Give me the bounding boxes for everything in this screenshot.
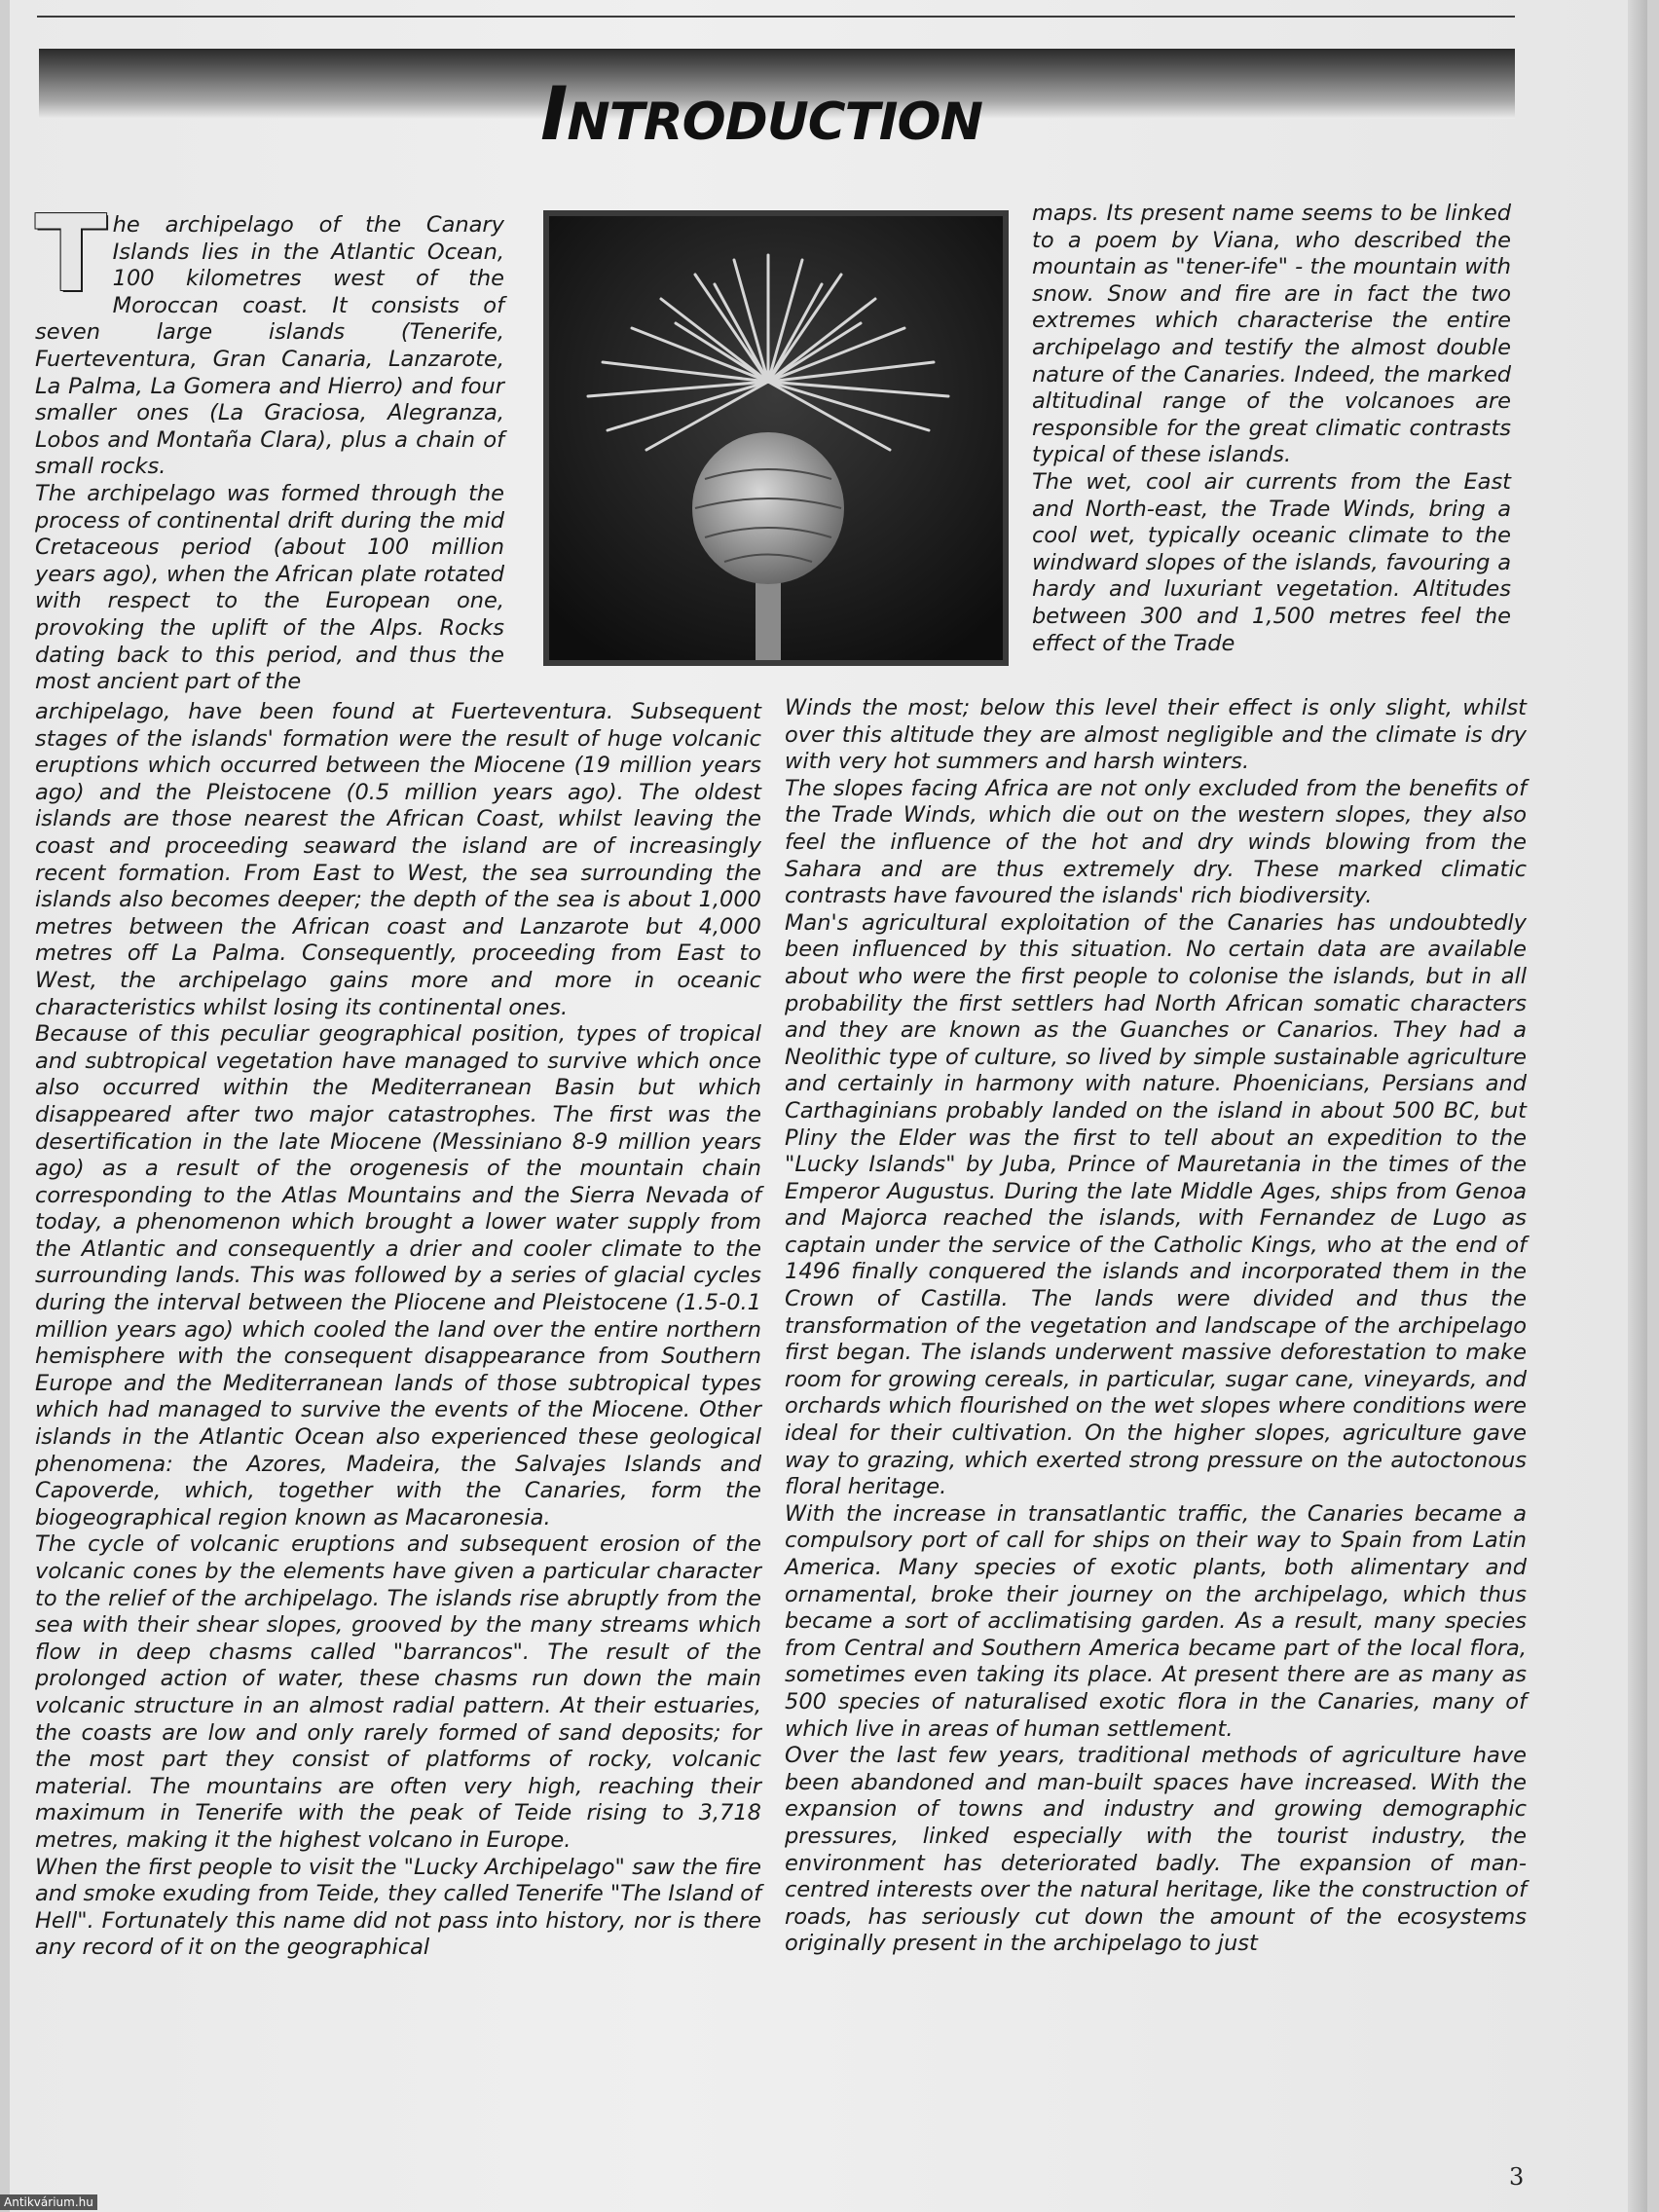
intro-column-top <box>35 194 504 696</box>
paragraph: The archipelago was formed through the process of continental drift during the mid Cretaceous period (about 100 million years ago), when the African plate rotated with respect to the European one, provoking the uplift of the Alps. Rocks dating back to this period, and thus the most ancient part of the <box>35 480 504 695</box>
paragraph: Winds the most; below this level their effect is only slight, whilst over this altitude they are almost negligible and the climate is dry with very hot summers and harsh winters. <box>785 695 1527 775</box>
top-rule <box>37 16 1515 18</box>
drop-cap: T <box>35 194 107 315</box>
paragraph: The wet, cool air currents from the East and North-east, the Trade Winds, bring a cool wet, typically oceanic climate to the windward slopes of the islands, favouring a hardy and luxuriant vegetation. Altitudes between 300 and 1,500 metres feel the effect of the Trade <box>1032 468 1511 656</box>
paragraph: The cycle of volcanic eruptions and subsequent erosion of the volcanic cones by the elements have given a particular character to the relief of the archipelago. The islands rise abruptly from the sea with their shear slopes, grooved by the many streams which flow in deep chasms called "barrancos". The result of the prolonged action of water, these chasms run down the main volcanic structure in an almost radial pattern. At their estuaries, the coasts are low and only rarely formed of sand deposits; for the most part they consist of platforms of rocky, volcanic material. The mountains are often very high, reaching their maximum in Tenerife with the peak of Teide rising to 3,718 metres, making it the highest volcano in Europe. <box>35 1531 761 1853</box>
book-page <box>10 0 1647 2212</box>
page-edge <box>1628 0 1647 2212</box>
watermark: Antikvárium.hu <box>0 2194 97 2210</box>
paragraph: archipelago, have been found at Fuerteventura. Subsequent stages of the islands' formation were the result of huge volcanic eruptions which occurred between the Miocene (19 million years ago) and the Pleistocene (0.5 million years ago). The oldest islands are those nearest the African Coast, whilst leaving the coast and proceeding seaward the island are of increasingly recent formation. From East to West, the sea surrounding the islands also becomes deeper; the depth of the sea is about 1,000 metres between the African coast and Lanzarote but 4,000 metres off La Palma. Consequently, proceeding from East to West, the archipelago gains more and more in oceanic characteristics whilst losing its continental ones. <box>35 699 761 1020</box>
right-column <box>785 695 1527 1958</box>
paragraph: maps. Its present name seems to be linked to a poem by Viana, who described the mountain as "tener-ife" - the mountain with snow. Snow and fire are in fact the two extremes which characterise the entire archipelago and testify the almost double nature of the Canaries. Indeed, the marked altitudinal range of the volcanoes are responsible for the great climatic contrasts typical of these islands. <box>1032 201 1511 468</box>
paragraph: Over the last few years, traditional methods of agriculture have been abandoned and man-built spaces have increased. With the expansion of towns and industry and growing demographic pressures, linked especially with the tourist industry, the environment has deteriorated badly. The expansion of man-centred interests over the natural heritage, like the construction of roads, has seriously cut down the amount of the ecosystems originally present in the archipelago to just <box>785 1743 1527 1957</box>
paragraph: The slopes facing Africa are not only excluded from the benefits of the Trade Winds, which die out on the western slopes, they also feel the influence of the hot and dry winds blowing from the Sahara and are thus extremely dry. These marked climatic contrasts have favoured the islands' rich biodiversity. <box>785 775 1527 909</box>
left-column <box>35 699 761 1962</box>
paragraph: When the first people to visit the "Lucky Archipelago" saw the fire and smoke exuding from Teide, they called Tenerife "The Island of Hell". Fortunately this name did not pass into history, nor is there any record of it on the geographical <box>35 1854 761 1961</box>
right-column-top <box>1032 201 1511 657</box>
paragraph: Because of this peculiar geographical position, types of tropical and subtropical vegetation have managed to survive which once also occurred within the Mediterranean Basin but which disappeared after two major catastrophes. The first was the desertification in the late Miocene (Messiniano 8-9 million years ago) as a result of the orogenesis of the mountain chain corresponding to the Atlas Mountains and the Sierra Nevada of today, a phenomenon which brought a lower water supply from the Atlantic and consequently a drier and cooler climate to the surrounding lands. This was followed by a series of glacial cycles during the interval between the Pliocene and Pleistocene (1.5-0.1 million years ago) which cooled the land over the entire northern hemisphere with the consequent disappearance from Southern Europe and the Mediterranean lands of those subtropical types which had managed to survive the events of the Miocene. Other islands in the Atlantic Ocean also experienced these geological phenomena: the Azores, Madeira, the Salvajes Islands and Capoverde, which, together with the Canaries, form the biogeographical region known as Macaronesia. <box>35 1021 761 1530</box>
page-number: 3 <box>1509 2163 1525 2191</box>
page-title: Introduction <box>540 70 982 157</box>
paragraph: With the increase in transatlantic traffic, the Canaries became a compulsory port of call for ships on their way to Spain from Latin America. Many species of exotic plants, both alimentary and ornamental, broke their journey on the archipelago, which thus became a sort of acclimatising garden. As a result, many species from Central and Southern America became part of the local flora, sometimes even taking its place. At present there are as many as 500 species of naturalised exotic flora in the Canaries, many of which live in areas of human settlement. <box>785 1500 1527 1742</box>
intro-paragraph: he archipelago of the Canary Islands lies in the Atlantic Ocean, 100 kilometres west of the Moroccan coast. It consists of seven large islands (Tenerife, Fuerteventura, Gran Canaria, Lanzarote, La Palma, La Gomera and Hierro) and four smaller ones (La Graciosa, Alegranza, Lobos and Montaña Clara), plus a chain of small rocks. <box>35 212 504 480</box>
thistle-icon <box>549 216 1003 660</box>
thistle-flower-photo <box>543 210 1009 666</box>
paragraph: Man's agricultural exploitation of the Canaries has undoubtedly been influenced by this situation. No certain data are available about who were the first people to colonise the islands, but in all probability the first settlers had North African somatic characters and they are known as the Guanches or Canarios. They had a Neolithic type of culture, so lived by simple sustainable agriculture and certainly in harmony with nature. Phoenicians, Persians and Carthaginians probably landed on the island in about 500 BC, but Pliny the Elder was the first to tell about an expedition to the "Lucky Islands" by Juba, Prince of Mauretania in the times of the Emperor Augustus. During the late Middle Ages, ships from Genoa and Majorca reached the islands, with Fernandez de Lugo as captain under the service of the Catholic Kings, who at the end of 1496 finally conquered the islands and incorporated them in the Crown of Castilla. The lands were divided and thus the transformation of the vegetation and landscape of the archipelago first began. The islands underwent massive deforestation to make room for growing cereals, in particular, sugar cane, vineyards, and orchards which flourished on the wet slopes where conditions were ideal for their cultivation. On the higher slopes, agriculture gave way to grazing, which exerted strong pressure on the autoctonous floral heritage. <box>785 909 1527 1500</box>
